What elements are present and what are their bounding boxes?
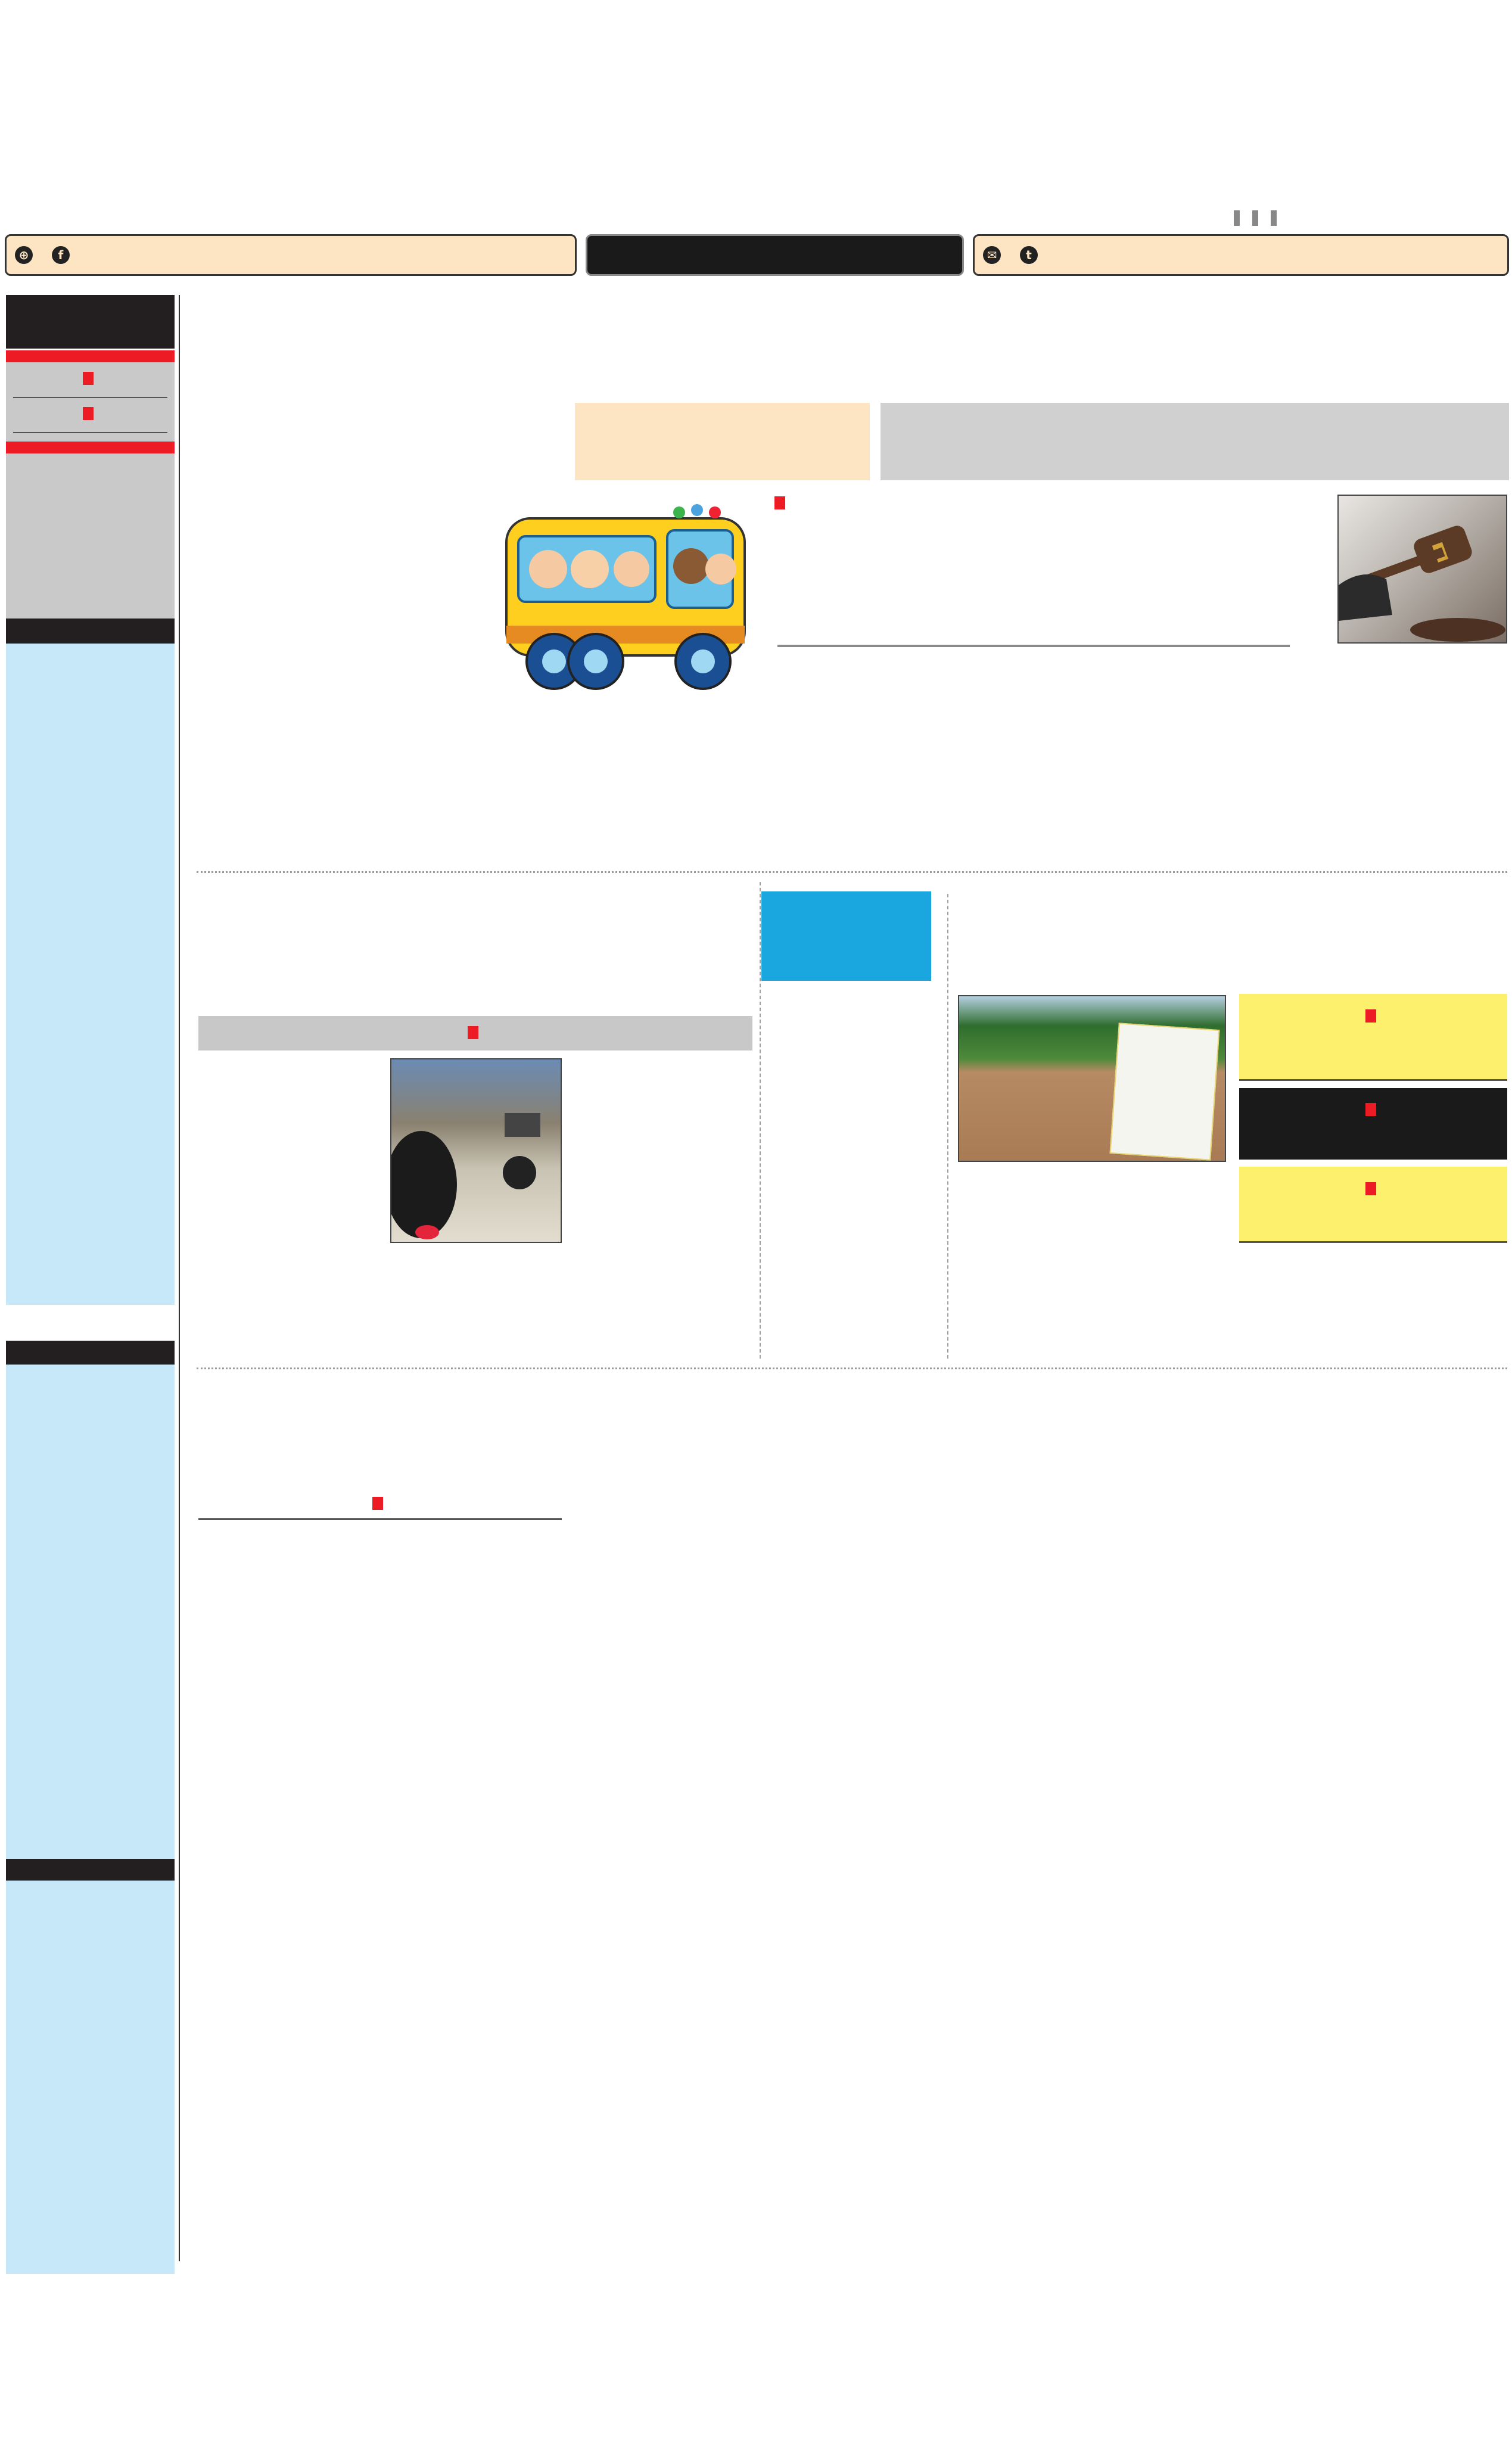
land-sale-ad xyxy=(6,350,175,624)
info-bar xyxy=(5,234,1509,276)
left-story-3-headline xyxy=(6,1859,175,1881)
satbara-box-3 xyxy=(1239,1167,1507,1243)
left-story-2-headline xyxy=(6,1341,175,1365)
lead-col-1b xyxy=(194,739,372,876)
ad-title xyxy=(6,295,175,349)
woman-story-headline xyxy=(761,891,931,981)
lead-col-3 xyxy=(578,697,757,876)
ad-point-2 xyxy=(13,398,167,433)
satbara-box-2 xyxy=(1239,1088,1507,1160)
lead-col-4 xyxy=(774,661,947,876)
satbara-document-image xyxy=(1110,1023,1220,1160)
school-bus-illustration xyxy=(500,489,751,697)
lead-subhead-right xyxy=(881,403,1509,480)
cobra-strap xyxy=(198,1496,562,1520)
ad-location xyxy=(6,350,175,362)
facebook-icon: f xyxy=(52,246,70,264)
lead-subhead-left xyxy=(575,403,870,480)
left-story-2 xyxy=(6,1341,175,1883)
cobra-col-1 xyxy=(198,1530,370,1864)
mail-icon: ✉ xyxy=(983,246,1001,264)
gavel-photo xyxy=(1337,495,1507,644)
ad-point-1 xyxy=(13,362,167,398)
left-story-2-body xyxy=(6,1365,175,1379)
issue-info xyxy=(1230,210,1280,228)
twitter-icon: t xyxy=(1020,246,1038,264)
lead-col-7 xyxy=(1314,661,1504,876)
satbara-col-1 xyxy=(958,1171,1226,1350)
lead-col-6 xyxy=(1135,661,1308,876)
garbage-photo xyxy=(390,1058,562,1243)
garbage-col-2 xyxy=(390,1248,562,1373)
garbage-col-3 xyxy=(581,1058,752,1344)
satbara-box-1 xyxy=(1239,994,1507,1081)
left-story-1 xyxy=(6,619,175,1305)
left-story-1-headline xyxy=(6,619,175,644)
left-story-1-body xyxy=(6,644,175,658)
woman-story-body xyxy=(763,994,932,1340)
ad-phone[interactable] xyxy=(6,442,175,453)
lead-col-1 xyxy=(194,411,372,733)
globe-icon: ⊕ xyxy=(15,246,33,264)
ad-title-box xyxy=(6,295,175,349)
satbara-col-2 xyxy=(1239,1250,1507,1351)
divider xyxy=(777,645,1290,647)
contact-pill-right xyxy=(973,234,1509,276)
farmland-photo xyxy=(958,995,1226,1162)
left-story-3-body xyxy=(6,1881,175,1895)
lead-highlight xyxy=(774,495,1346,614)
contact-pill-left xyxy=(5,234,577,276)
garbage-strap xyxy=(198,1016,752,1051)
lead-col-5 xyxy=(956,661,1129,876)
left-story-3 xyxy=(6,1859,175,2274)
edition-date xyxy=(586,234,964,276)
garbage-col-1 xyxy=(198,1058,370,1373)
lead-col-2b xyxy=(387,739,566,876)
